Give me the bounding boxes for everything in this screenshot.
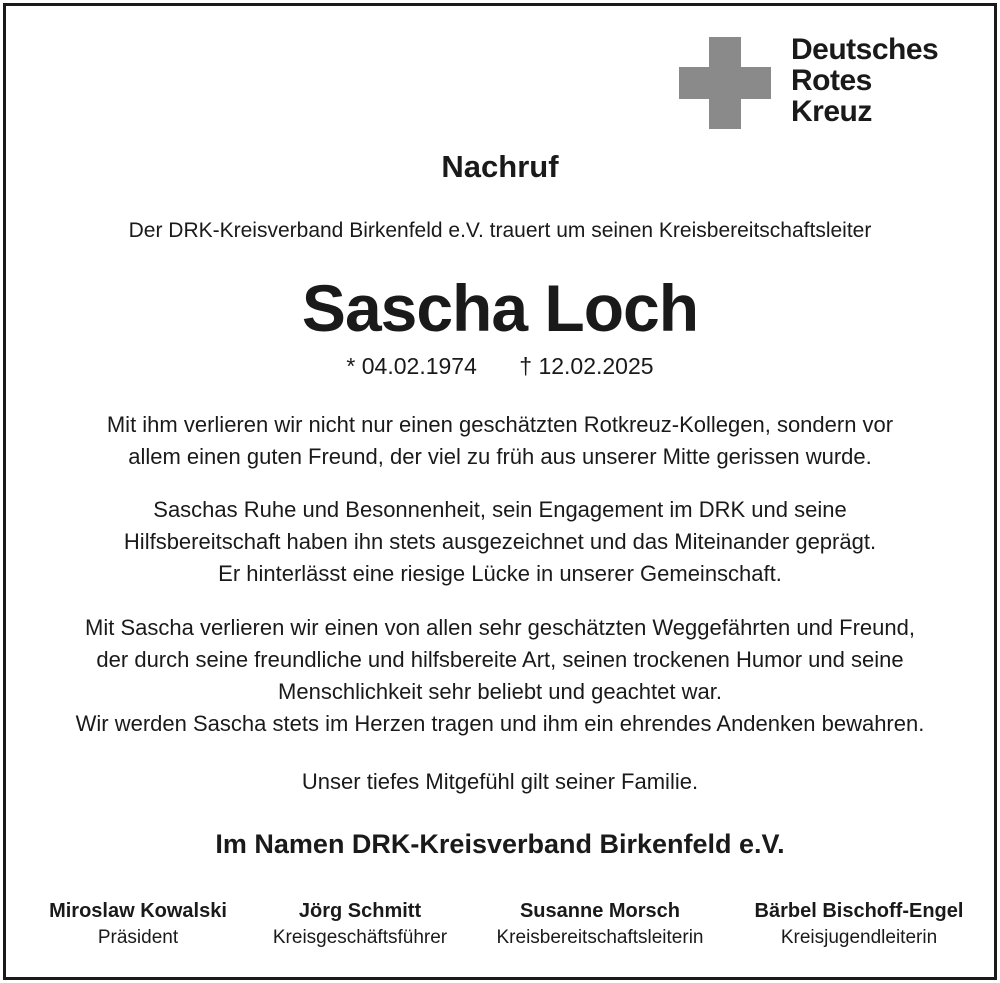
signer-name: Susanne Morsch [519, 900, 681, 922]
paragraph-4 [26, 766, 974, 798]
birth-date: * 04.02.1974 [346, 353, 477, 379]
signer-name: Jörg Schmitt [298, 900, 422, 922]
signer-role: Präsident [97, 927, 179, 948]
signers [6, 898, 994, 968]
text-line: Saschas Ruhe und Besonnenheit, sein Engagement im DRK und seine [153, 497, 847, 522]
signer [739, 898, 979, 952]
paragraph-3 [26, 612, 974, 740]
signer [18, 898, 258, 952]
paragraph-1 [26, 409, 974, 473]
life-dates [6, 353, 994, 380]
signer-role: Kreisjugendleiterin [780, 927, 938, 948]
text-line: Mit Sascha verlieren wir einen von allen sehr geschätzten Weggefährten und Freund, [85, 615, 915, 640]
signer-role: Kreisbereitschaftsleiterin [496, 927, 704, 948]
death-date: † 12.02.2025 [519, 353, 654, 379]
text-line: Menschlichkeit sehr beliebt und geachtet war. [278, 679, 722, 704]
text-line: Wir werden Sascha stets im Herzen tragen und ihm ein ehrendes Andenken bewahren. [75, 711, 925, 736]
text-line: der durch seine freundliche und hilfsbereite Art, seinen trockenen Humor und seine [96, 647, 904, 672]
signer [480, 898, 720, 952]
paragraph-2 [26, 494, 974, 590]
red-cross-icon [679, 37, 771, 129]
signature-header: Im Namen DRK-Kreisverband Birkenfeld e.V. [215, 829, 785, 859]
intro-line: Der DRK-Kreisverband Birkenfeld e.V. trauert um seinen Kreisbereitschaftsleiter [128, 219, 872, 242]
logo-line-1: Deutsches [791, 33, 939, 66]
signer-name: Bärbel Bischoff-Engel [754, 900, 964, 922]
text-line: Unser tiefes Mitgefühl gilt seiner Familie. [301, 769, 699, 794]
signer-name: Miroslaw Kowalski [49, 900, 227, 922]
signer-role: Kreisgeschäftsführer [272, 927, 448, 948]
logo-line-2: Rotes [791, 64, 872, 97]
text-line: Hilfsbereitschaft haben ihn stets ausgezeichnet und das Miteinander geprägt. [123, 529, 877, 554]
text-line: Er hinterlässt eine riesige Lücke in unserer Gemeinschaft. [218, 561, 782, 586]
text-line: allem einen guten Freund, der viel zu früh aus unserer Mitte gerissen wurde. [128, 444, 872, 469]
logo-wordmark [791, 34, 938, 127]
text-line: Mit ihm verlieren wir nicht nur einen geschätzten Rotkreuz-Kollegen, sondern vor [106, 412, 894, 437]
deceased-name: Sascha Loch [301, 271, 699, 345]
signer [240, 898, 480, 952]
obituary-notice [3, 3, 997, 980]
logo-line-3: Kreuz [791, 95, 872, 128]
drk-logo [679, 33, 969, 137]
notice-title: Nachruf [441, 149, 559, 184]
